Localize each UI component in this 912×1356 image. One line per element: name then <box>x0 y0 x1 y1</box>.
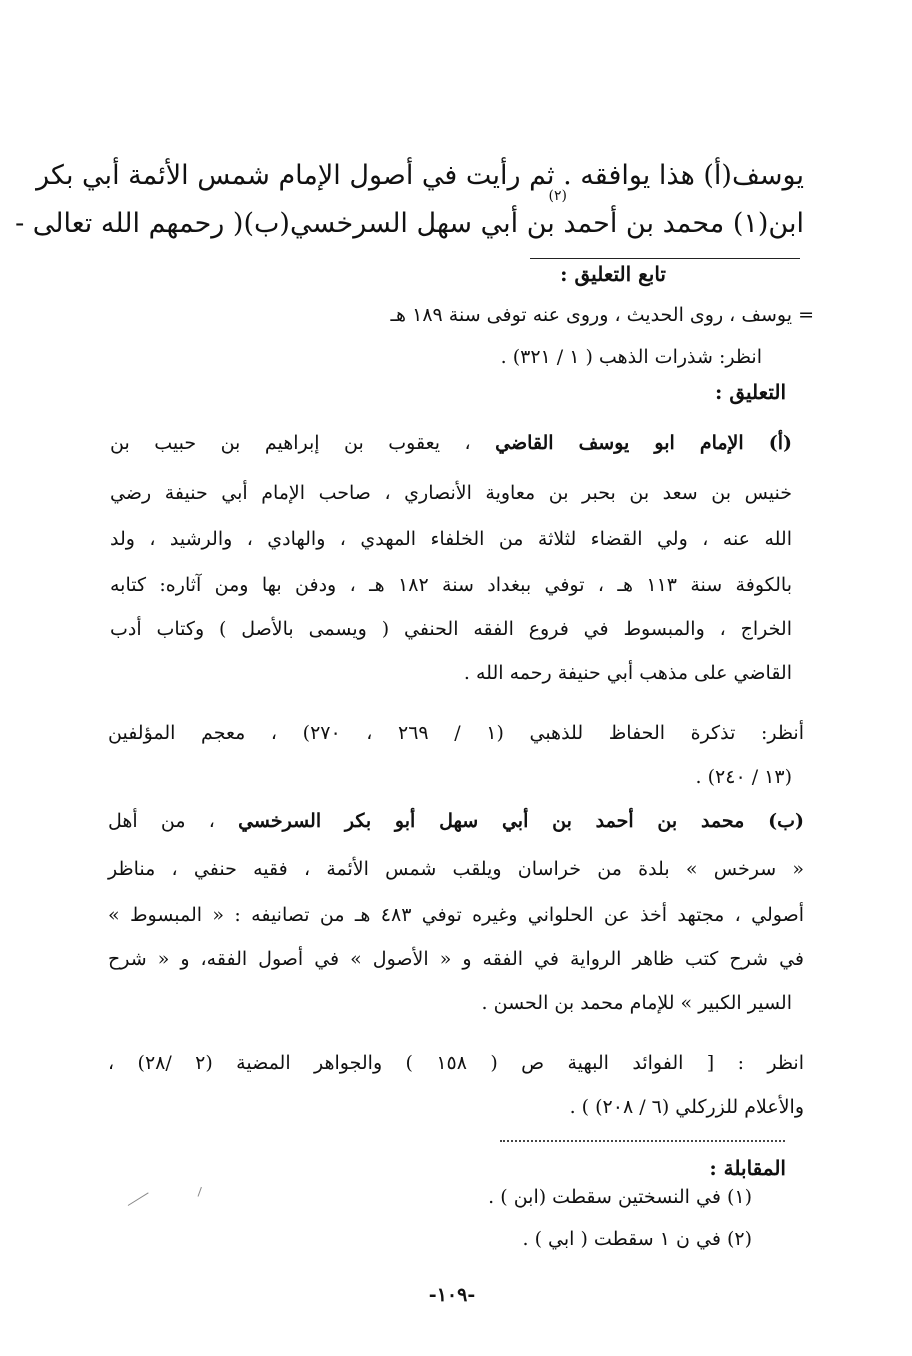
note-b-heading: (ب) محمد بن أحمد بن أبي سهل أبو بكر السرخسي <box>238 810 804 832</box>
main-superscript-2: (٢) <box>548 188 567 204</box>
note-a-line-2: خنيس بن سعد بن بحبر بن معاوية الأنصاري ، صاحب الإمام أبي حنيفة رضي <box>110 482 792 504</box>
collation-item-1: (١) في النسختين سقطت (ابن ) . <box>488 1186 752 1208</box>
footnote-separator <box>530 258 800 259</box>
collation-label: المقابلة : <box>709 1156 786 1180</box>
main-text-line-2: ابن(١) محمد بن أحمد بن أبي سهل السرخسي(ب)( رحمهم الله تعالى - <box>15 208 804 239</box>
note-b-line-3: أصولي ، مجتهد أخذ عن الحلواني وغيره توفي ٤٨٣ هـ من تصانيفه : « المبسوط » <box>108 904 804 926</box>
note-a-line-5: الخراج ، والمبسوط في فروع الفقه الحنفي ( ويسمى بالأصل ) وكتاب أدب <box>110 618 792 640</box>
note-a-line-1 <box>110 426 792 460</box>
note-a-line-6: القاضي على مذهب أبي حنيفة رحمه الله . <box>463 662 792 684</box>
pen-mark <box>198 1187 202 1197</box>
note-a-heading: (أ) الإمام ابو يوسف القاضي <box>495 432 792 454</box>
main-text-line-1: يوسف(أ) هذا يوافقه . ثم رأيت في أصول الإمام شمس الأئمة أبي بكر <box>36 160 804 191</box>
note-b-line-1-text: ، من أهل <box>108 810 239 832</box>
note-a-reference-2: (١٣ / ٢٤٠) . <box>695 766 792 788</box>
note-b-line-1 <box>108 804 804 838</box>
commentary-label: التعليق : <box>714 380 786 404</box>
continued-commentary-line-2: انظر: شذرات الذهب ( ١ / ٣٢١) . <box>500 346 762 368</box>
note-a-line-3: الله عنه ، ولي القضاء لثلاثة من الخلفاء المهدي ، والهادي ، والرشيد ، ولد <box>110 528 792 550</box>
continued-commentary-line-1: = يوسف ، روى الحديث ، وروى عنه توفى سنة ١٨٩ هـ <box>390 304 814 326</box>
continued-commentary-label: تابع التعليق : <box>560 262 666 286</box>
page-number: -١٠٩- <box>428 1284 476 1306</box>
note-b-reference-2: والأعلام للزركلي (٦ / ٢٠٨) ) . <box>569 1096 804 1118</box>
note-a-line-1-text: ، يعقوب بن إبراهيم بن حبيب بن <box>110 432 496 454</box>
note-b-line-2: « سرخس » بلدة من خراسان ويلقب شمس الأئمة ، فقيه حنفي ، مناظر <box>108 858 804 880</box>
note-a-reference-1: أنظر: تذكرة الحفاظ للذهبي (١ / ٢٦٩ ، ٢٧٠) ، معجم المؤلفين <box>108 722 804 744</box>
pen-mark <box>128 1192 149 1206</box>
collation-item-2: (٢) في ن ١ سقطت ( ابي ) . <box>522 1228 752 1250</box>
note-a-line-4: بالكوفة سنة ١١٣ هـ ، توفي ببغداد سنة ١٨٢ هـ ، ودفن بها ومن آثاره: كتابه <box>110 574 792 596</box>
note-b-line-5: السير الكبير » للإمام محمد بن الحسن . <box>481 992 792 1014</box>
note-b-reference-1: انظر : [ الفوائد البهية ص ( ١٥٨ ) والجواهر المضية (٢ /٢٨) ، <box>108 1052 804 1074</box>
note-b-line-4: في شرح كتب ظاهر الرواية في الفقه و « الأصول » في أصول الفقه، و « شرح <box>108 948 804 970</box>
collation-separator <box>500 1140 785 1142</box>
